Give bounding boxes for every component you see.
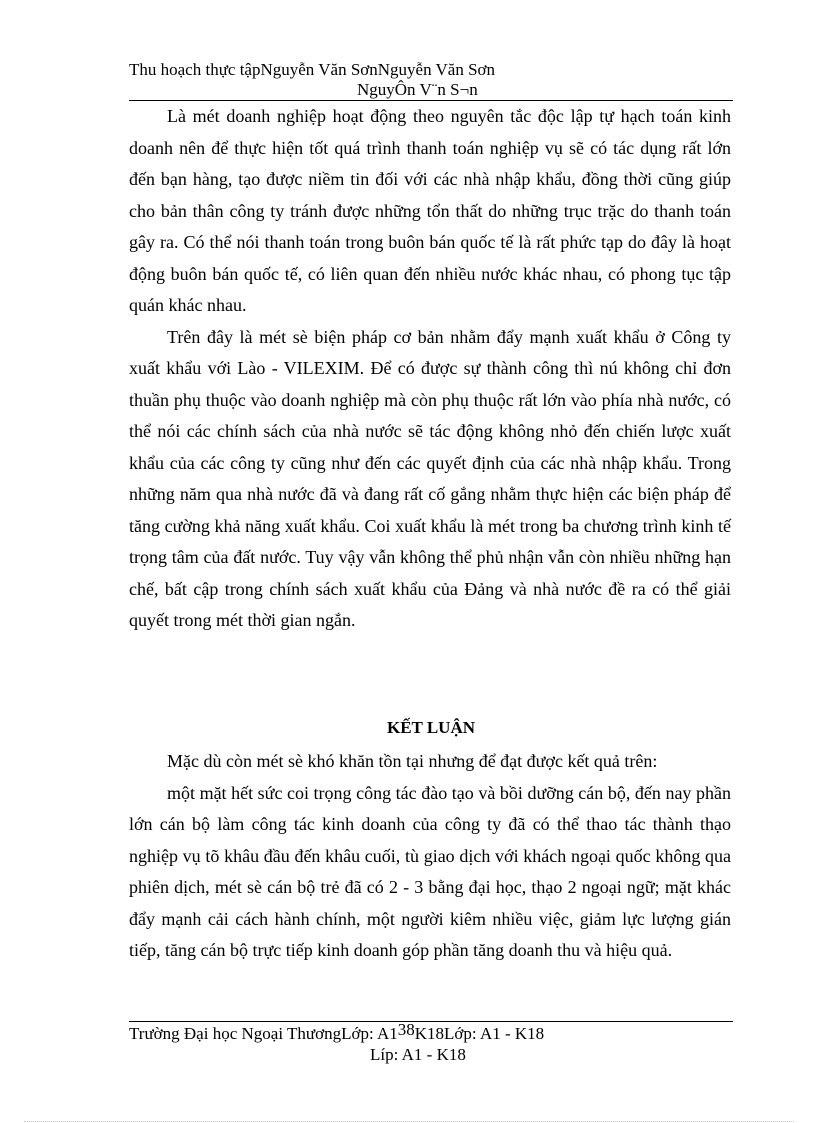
body-paragraph: Trên đây là mét sè biện pháp cơ bản nhằm đẩy mạnh xuất khẩu ở Công ty xuất khẩu với Lào - VILEXIM. Để có được sự thành công thì nú không chỉ đơn thuần phụ thuộc vào doanh nghiệp mà còn phụ thuộc rất lớn vào phía nhà nước, có thể nói các chính sách của nhà nước sẽ tác động không nhỏ đến chiến lược xuất khẩu của các công ty cũng như đến các quyết định của các nhà nhập khẩu. Trong những năm qua nhà nước đã và đang rất cố gắng nhằm thực hiện các biện pháp để tăng cường khả năng xuất khẩu. Coi xuất khẩu là mét trong ba chương trình kinh tế trọng tâm của đất nước. Tuy vậy vẫn không thể phủ nhận vẫn còn nhiều những hạn chế, bất cập trong chính sách xuất khẩu của Đảng và nhà nước đề ra có thể giải quyết trong mét thời gian ngắn. <box>129 326 731 630</box>
footer-school-text: Trường Đại học Ngoại ThươngLớp: A1 <box>129 1024 398 1043</box>
body-paragraph: Là mét doanh nghiệp hoạt động theo nguyên tắc độc lập tự hạch toán kinh doanh nên để thực hiện tốt quá trình thanh toán nghiệp vụ sẽ có tác dụng rất lớn đến bạn hàng, tạo được niềm tin đối với các nhà nhập khẩu, đồng thời cũng giúp cho bản thân công ty tránh được những tổn thất do những trục trặc do thanh toán gây ra. Có thể nói thanh toán trong buôn bán quốc tế là rất phức tạp do đây là hoạt động buôn bán quốc tế, có liên quan đến nhiều nước khác nhau, có phong tục tập quán khác nhau. <box>129 106 731 315</box>
conclusion-heading: KẾT LUẬN <box>386 718 475 737</box>
footer-rule <box>129 1021 733 1022</box>
footer-class-text: K18Lớp: A1 - K18 <box>414 1024 545 1043</box>
header-author: NguyÔn V¨n S¬n <box>357 80 478 99</box>
body-section <box>129 101 731 637</box>
footer-school <box>129 1020 545 1044</box>
page-edge-dotted-line <box>24 1121 794 1122</box>
footer-class: Líp: A1 - K18 <box>370 1045 466 1064</box>
header-title: Thu hoạch thực tậpNguyễn Văn SơnNguyễn Văn Sơn <box>129 60 496 79</box>
page-number: 38 <box>397 1020 415 1039</box>
conclusion-section <box>129 746 731 967</box>
conclusion-paragraph: một mặt hết sức coi trọng công tác đào tạo và bồi dưỡng cán bộ, đến nay phần lớn cán bộ làm công tác kinh doanh của công ty đã có thể thao tác thành thạo nghiệp vụ tõ khâu đầu đến khâu cuối, tù giao dịch với khách ngoại quốc không qua phiên dịch, mét sè cán bộ trẻ đã có 2 - 3 bằng đại học, thạo 2 ngoại ngữ; mặt khác đẩy mạnh cải cách hành chính, một người kiêm nhiều việc, giảm lực lượng gián tiếp, tăng cán bộ trực tiếp kinh doanh góp phần tăng doanh thu và hiệu quả. <box>129 782 731 960</box>
conclusion-paragraph: Mặc dù còn mét sè khó khăn tồn tại nhưng để đạt được kết quả trên: <box>167 751 658 771</box>
